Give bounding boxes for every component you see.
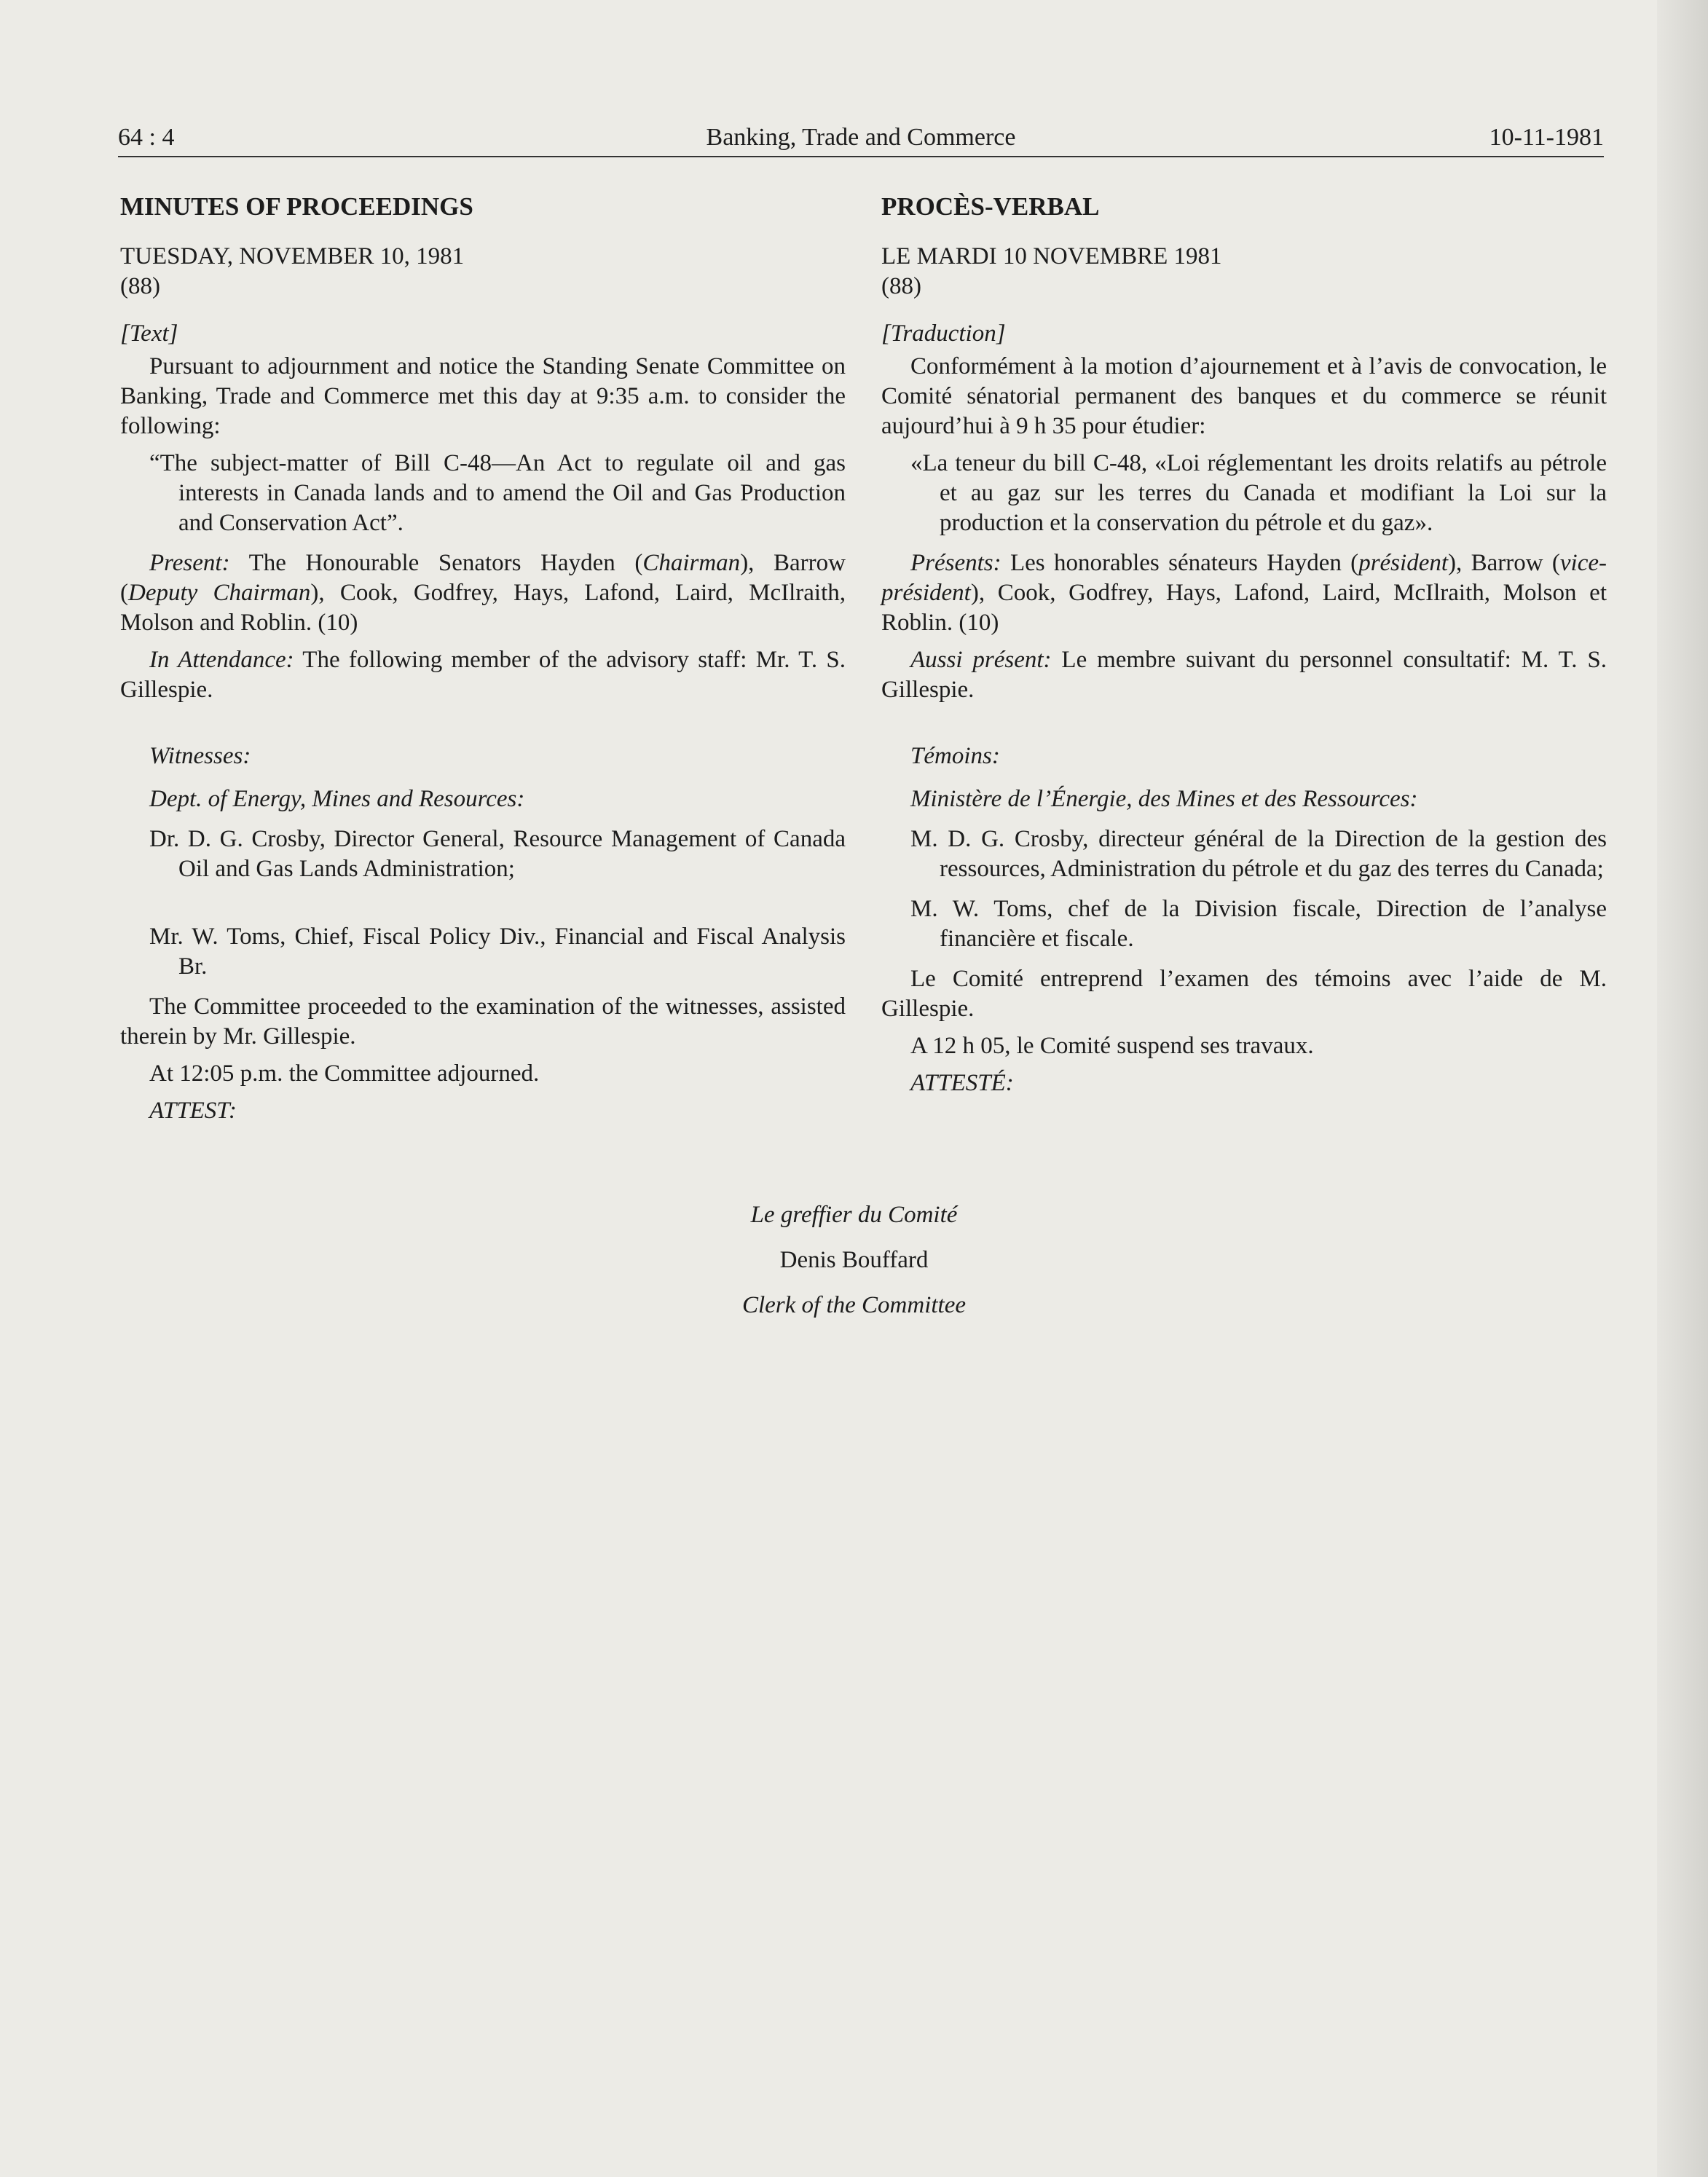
present-text-a: Les honorables sénateurs Hayden ( <box>1001 550 1359 576</box>
witnesses-label: Witnesses: <box>149 743 251 769</box>
department-name: Dept. of Energy, Mines and Resources: <box>149 786 525 812</box>
clerk-title-english: Clerk of the Committee <box>741 1292 967 1318</box>
attendance-paragraph <box>120 645 846 705</box>
order-quote: «La teneur du bill C-48, «Loi réglementant les droits relatifs au pétrole et au gaz sur les terres du Canada et modifiant la Loi sur la production et la conservation du pétrole et du gaz». <box>910 450 1607 536</box>
witness-item: Dr. D. G. Crosby, Director General, Resource Management of Canada Oil and Gas Lands Administration; <box>149 826 846 882</box>
adjournment-paragraph: At 12:05 p.m. the Committee adjourned. <box>149 1060 540 1087</box>
meeting-number: (88) <box>120 273 160 299</box>
french-column <box>881 191 1607 1098</box>
attest-label: ATTEST: <box>149 1098 237 1124</box>
section-title: PROCÈS-VERBAL <box>881 192 1100 221</box>
meeting-date: LE MARDI 10 NOVEMBRE 1981 <box>881 243 1222 269</box>
witness-item: Mr. W. Toms, Chief, Fiscal Policy Div., Financial and Fiscal Analysis Br. <box>149 924 846 980</box>
attendance-text: The following member of the advisory staff: Mr. T. S. Gillespie. <box>120 647 846 703</box>
running-title: Banking, Trade and Commerce <box>706 124 1016 151</box>
chairman-role: président <box>1358 550 1449 576</box>
order-quote: “The subject-matter of Bill C-48—An Act to regulate oil and gas interests in Canada lands and to amend the Oil and Gas Production and Conservation Act”. <box>149 450 846 536</box>
clerk-name: Denis Bouffard <box>779 1247 929 1273</box>
examination-paragraph: The Committee proceeded to the examination of the witnesses, assisted therein by Mr. Gillespie. <box>120 993 846 1050</box>
page-edge <box>1657 0 1708 2177</box>
examination-paragraph: Le Comité entreprend l’examen des témoins avec l’aide de M. Gillespie. <box>881 966 1607 1022</box>
intro-paragraph: Pursuant to adjournment and notice the Standing Senate Committee on Banking, Trade and Commerce met this day at 9:35 a.m. to consider the following: <box>120 353 846 439</box>
present-label: Present: <box>149 550 230 576</box>
clerk-title-french: Le greffier du Comité <box>750 1202 958 1228</box>
header-date: 10-11-1981 <box>1489 124 1604 151</box>
deputy-role: vice-président <box>881 550 1607 606</box>
present-label: Présents: <box>910 550 1001 576</box>
intro-paragraph: Conformément à la motion d’ajournement et à l’avis de convocation, le Comité sénatorial permanent des banques et du commerce se réunit aujourd’hui à 9 h 35 pour étudier: <box>881 353 1607 439</box>
present-text-a: The Honourable Senators Hayden ( <box>229 550 643 576</box>
deputy-role: Deputy Chairman <box>128 580 311 606</box>
page-header <box>118 119 1604 157</box>
witnesses-label: Témoins: <box>910 743 1000 769</box>
present-text-c: ), Cook, Godfrey, Hays, Lafond, Laird, McIlraith, Molson et Roblin. (10) <box>881 580 1607 636</box>
section-title: MINUTES OF PROCEEDINGS <box>120 192 473 221</box>
signature-block <box>0 1192 1708 1328</box>
attendance-paragraph <box>881 645 1607 705</box>
present-text-c: ), Cook, Godfrey, Hays, Lafond, Laird, McIlraith, Molson and Roblin. (10) <box>120 580 846 636</box>
attendance-label: In Attendance: <box>149 647 294 673</box>
attendance-text: Le membre suivant du personnel consultatif: M. T. S. Gillespie. <box>881 647 1607 703</box>
chairman-role: Chairman <box>642 550 741 576</box>
present-paragraph <box>881 548 1607 638</box>
page-number: 64 : 4 <box>118 124 175 151</box>
meeting-date: TUESDAY, NOVEMBER 10, 1981 <box>120 243 465 269</box>
text-tag: [Text] <box>120 320 178 347</box>
present-paragraph <box>120 548 846 638</box>
present-text-b: ), Barrow ( <box>1448 550 1560 576</box>
text-tag: [Traduction] <box>881 320 1006 347</box>
english-column <box>120 191 846 1126</box>
present-text-b: ), Barrow ( <box>120 550 846 606</box>
attest-label: ATTESTÉ: <box>910 1070 1014 1096</box>
witness-item: M. D. G. Crosby, directeur général de la Direction de la gestion des ressources, Administration du pétrole et du gaz des terres du Canada; <box>910 826 1607 882</box>
department-name: Ministère de l’Énergie, des Mines et des Ressources: <box>910 786 1418 812</box>
witness-item: M. W. Toms, chef de la Division fiscale, Direction de l’analyse financière et fiscale. <box>910 896 1607 952</box>
adjournment-paragraph: A 12 h 05, le Comité suspend ses travaux. <box>910 1033 1314 1059</box>
attendance-label: Aussi présent: <box>910 647 1052 673</box>
meeting-number: (88) <box>881 273 921 299</box>
